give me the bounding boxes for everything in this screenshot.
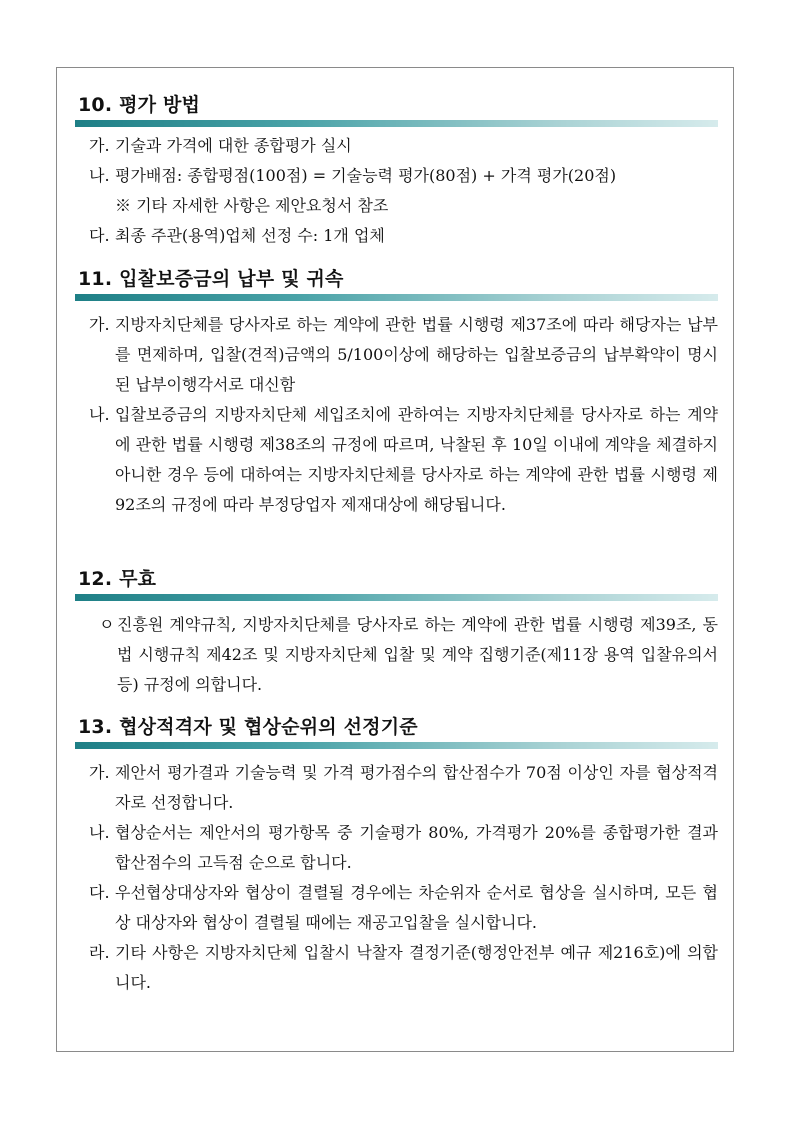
item-marker: 가.	[89, 315, 110, 334]
item-marker: 다.	[89, 226, 110, 245]
section-10-item-a	[75, 131, 718, 161]
section-12-rule	[75, 594, 718, 601]
section-10-item-b	[75, 161, 718, 191]
section-13	[75, 715, 718, 998]
section-13-title: 13. 협상적격자 및 협상순위의 선정기준	[78, 716, 418, 738]
section-13-item-c	[75, 878, 718, 938]
item-text: 우선협상대상자와 협상이 결렬될 경우에는 차순위자 순서로 협상을 실시하며, 모든 협상 대상자와 협상이 결렬될 때에는 재공고입찰을 실시합니다.	[115, 883, 718, 932]
section-13-item-d	[75, 938, 718, 998]
section-11-title: 11. 입찰보증금의 납부 및 귀속	[78, 268, 344, 290]
item-text: 입찰보증금의 지방자치단체 세입조치에 관하여는 지방자치단체를 당사자로 하는 계약에 관한 법률 시행령 제38조의 규정에 따르며, 낙찰된 후 10일 이내에 계약을 체결하지 아니한 경우 등에 대하여는 지방자치단체를 당사자로 하는 계약에 관한 법률 시행령 제92조의 규정에 따라 부정당업자 제재대상에 해당됩니다.	[115, 405, 718, 514]
item-marker: 나.	[89, 823, 110, 842]
item-marker: 가.	[89, 763, 110, 782]
section-13-item-b	[75, 818, 718, 878]
section-12-bullet-item	[75, 610, 718, 700]
section-12	[75, 567, 718, 700]
item-text: 진흥원 계약규칙, 지방자치단체를 당사자로 하는 계약에 관한 법률 시행령 제39조, 동법 시행규칙 제42조 및 지방자치단체 입찰 및 계약 집행기준(제11장 용역 입찰유의서 등) 규정에 의합니다.	[117, 615, 718, 694]
section-13-item-a	[75, 758, 718, 818]
item-marker: 라.	[89, 943, 110, 962]
section-11-rule	[75, 294, 718, 301]
note-text: ※ 기타 자세한 사항은 제안요청서 참조	[115, 196, 389, 215]
item-text: 기타 사항은 지방자치단체 입찰시 낙찰자 결정기준(행정안전부 예규 제216호)에 의합니다.	[115, 943, 718, 992]
section-10	[75, 93, 718, 251]
item-text: 최종 주관(용역)업체 선정 수: 1개 업체	[115, 226, 385, 245]
section-13-rule	[75, 742, 718, 749]
section-10-note	[75, 191, 718, 221]
item-text: 평가배점: 종합평점(100점) = 기술능력 평가(80점) + 가격 평가(20점)	[115, 166, 617, 185]
section-11-item-a	[75, 310, 718, 400]
item-marker: 다.	[89, 883, 110, 902]
bullet-icon: ㅇ	[99, 615, 115, 634]
section-11	[75, 267, 718, 520]
section-10-title: 10. 평가 방법	[78, 94, 201, 116]
section-11-item-b	[75, 400, 718, 520]
item-text: 협상순서는 제안서의 평가항목 중 기술평가 80%, 가격평가 20%를 종합평가한 결과 합산점수의 고득점 순으로 합니다.	[115, 823, 718, 872]
item-text: 지방자치단체를 당사자로 하는 계약에 관한 법률 시행령 제37조에 따라 해당자는 납부를 면제하며, 입찰(견적)금액의 5/100이상에 해당하는 입찰보증금의 납부확약이 명시된 납부이행각서로 대신함	[115, 315, 718, 394]
item-text: 기술과 가격에 대한 종합평가 실시	[115, 136, 352, 155]
item-marker: 가.	[89, 136, 110, 155]
item-text: 제안서 평가결과 기술능력 및 가격 평가점수의 합산점수가 70점 이상인 자를 협상적격자로 선정합니다.	[115, 763, 718, 812]
item-marker: 나.	[89, 405, 110, 424]
section-10-item-c	[75, 221, 718, 251]
section-12-title: 12. 무효	[78, 568, 157, 590]
section-10-rule	[75, 120, 718, 127]
item-marker: 나.	[89, 166, 110, 185]
